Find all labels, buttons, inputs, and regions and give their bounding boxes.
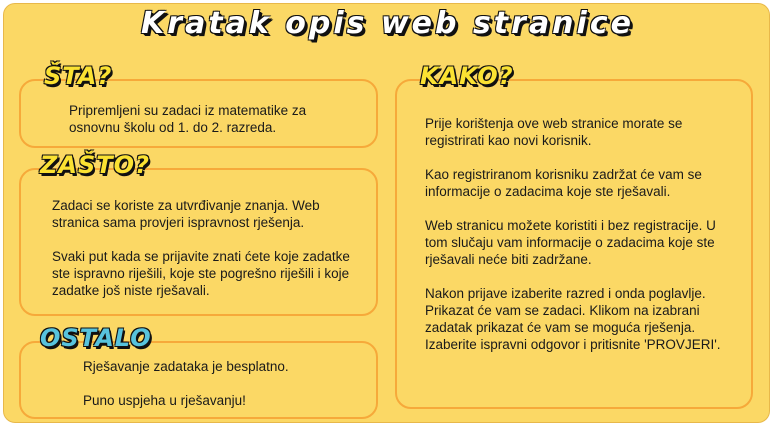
kako-line: Kao registriranom korisniku zadržat će vam se	[425, 167, 702, 182]
ostalo-heading: OSTALO	[40, 324, 152, 352]
kako-line: informacije o zadacima koje ste rješavali.	[425, 184, 671, 199]
zasto-line: Zadaci se koriste za utvrđivanje znanja. Web	[52, 198, 320, 213]
zasto-line: Svaki put kada se prijavite znati ćete koje zadatke	[52, 249, 350, 264]
sta-heading: ŠTA?	[44, 62, 113, 90]
zasto-line: zadatke još niste rješavali.	[52, 283, 210, 298]
kako-text	[425, 115, 721, 353]
sta-line: osnovnu školu od 1. do 2. razreda.	[69, 120, 277, 135]
zasto-line: ste ispravno riješili, koje ste pogrešno riješili i koje	[52, 266, 350, 281]
kako-line: Nakon prijave izaberite razred i onda poglavlje.	[425, 286, 706, 301]
sta-text	[69, 102, 306, 136]
kako-line: Web stranicu možete koristiti i bez registracije. U	[425, 218, 716, 233]
kako-line: tom slučaju vam informacije o zadacima koje ste	[425, 235, 715, 250]
kako-line: Prije korištenja ove web stranice morate se	[425, 116, 683, 131]
sta-line: Pripremljeni su zadaci iz matematike za	[69, 103, 307, 118]
ostalo-text	[83, 358, 289, 409]
page-title: Kratak opis web stranice	[141, 6, 634, 41]
kako-line: Prikazat će vam se zadaci. Klikom na izabrani	[425, 303, 700, 318]
kako-line: Izaberite ispravni odgovor i pritisnite 'PROVJERI'.	[425, 337, 721, 352]
ostalo-line: Puno uspjeha u rješavanju!	[83, 393, 246, 408]
ostalo-line: Rješavanje zadataka je besplatno.	[83, 359, 289, 374]
kako-line: registrirati kao novi korisnik.	[425, 133, 592, 148]
zasto-text	[52, 197, 350, 299]
kako-line: zadatak prikazat će vam se moguća rješenja.	[425, 320, 696, 335]
zasto-heading: ZAŠTO?	[40, 151, 150, 179]
kako-line: rješavali neće biti zadržane.	[425, 252, 592, 267]
zasto-line: stranica sama provjeri ispravnost rješenja.	[52, 215, 305, 230]
kako-heading: KAKO?	[420, 62, 514, 90]
